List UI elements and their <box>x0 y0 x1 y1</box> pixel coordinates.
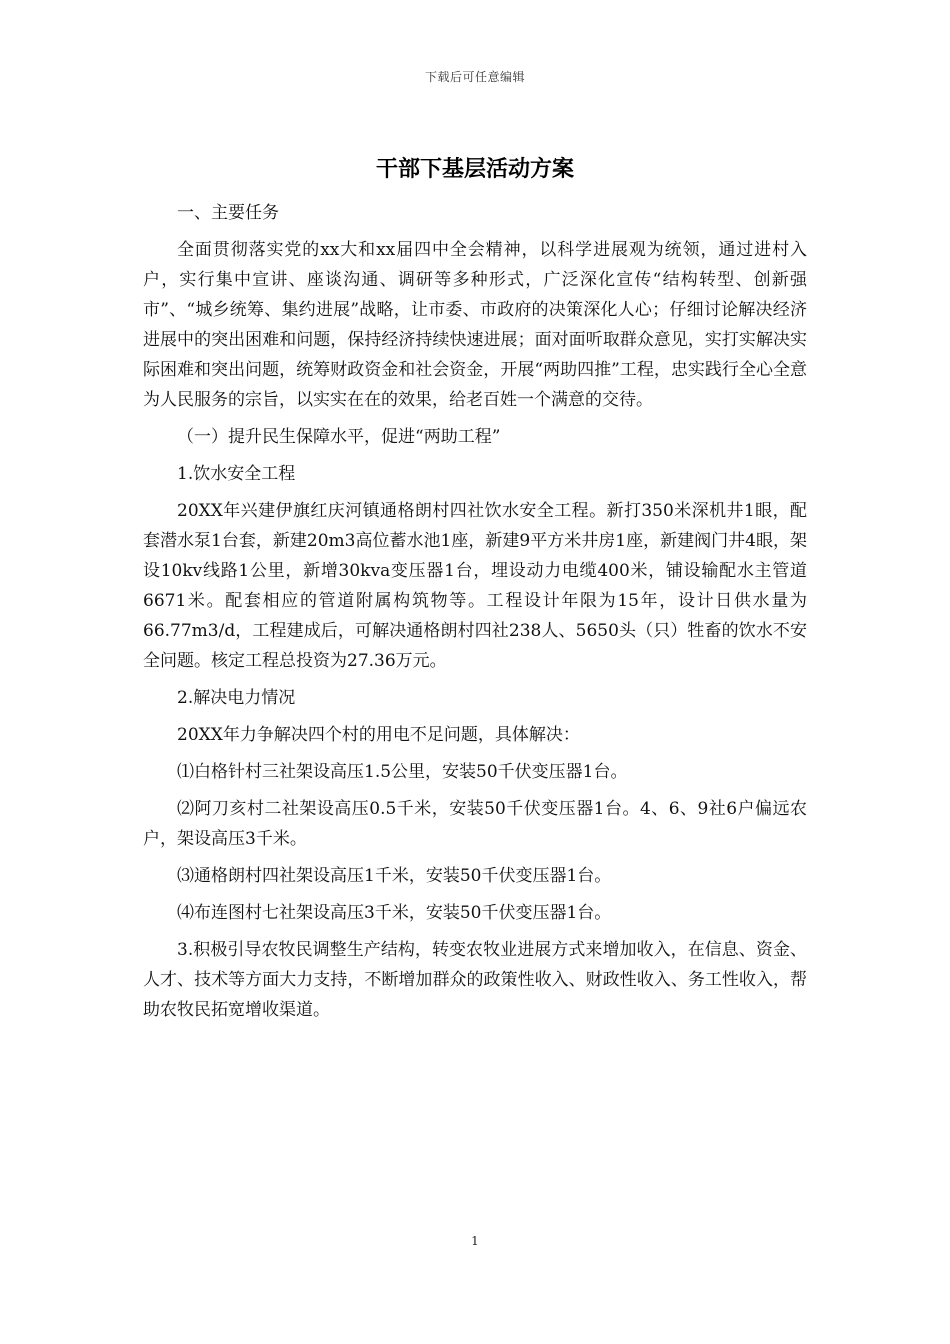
page-number: 1 <box>471 1234 479 1248</box>
item-heading-electricity: 2.解决电力情况 <box>177 688 296 708</box>
paragraph-electricity-intro: 20XX年力争解决四个村的用电不足问题，具体解决： <box>177 725 580 745</box>
section-heading-main-tasks: 一、主要任务 <box>177 203 279 223</box>
document-body <box>143 198 807 1032</box>
list-item-electricity-2: ⑵阿刀亥村二社架设高压0.5千米，安装50千伏变压器1台。4、6、9社6户偏远农户，架设高压3千米。 <box>143 799 807 849</box>
list-item-electricity-4: ⑷布连图村七社架设高压3千米，安装50千伏变压器1台。 <box>177 903 612 923</box>
paragraph-income-guidance: 3.积极引导农牧民调整生产结构，转变农牧业进展方式来增加收入，在信息、资金、人才、技术等方面大力支持，不断增加群众的政策性收入、财政性收入、务工性收入，帮助农牧民拓宽增收渠道。 <box>143 940 807 1020</box>
paragraph-water-project: 20XX年兴建伊旗红庆河镇通格朗村四社饮水安全工程。新打350米深机井1眼，配套潜水泵1台套，新建20m3高位蓄水池1座，新建9平方米井房1座，新建阀门井4眼，架设10kv线路1公里，新增30kva变压器1台，埋设动力电缆400米，铺设输配水主管道6671米。配套相应的管道附属构筑物等。工程设计年限为15年，设计日供水量为66.77m3/d，工程建成后，可解决通格朗村四社238人、5650头（只）牲畜的饮水不安全问题。核定工程总投资为27.36万元。 <box>143 501 807 671</box>
paragraph-overview: 全面贯彻落实党的xx大和xx届四中全会精神，以科学进展观为统领，通过进村入户，实行集中宣讲、座谈沟通、调研等多种形式，广泛深化宣传“结构转型、创新强市”、“城乡统筹、集约进展”战略，让市委、市政府的决策深化人心；仔细讨论解决经济进展中的突出困难和问题，保持经济持续快速进展；面对面听取群众意见，实打实解决实际困难和突出问题，统筹财政资金和社会资金，开展“两助四推”工程，忠实践行全心全意为人民服务的宗旨，以实实在在的效果，给老百姓一个满意的交待。 <box>143 240 807 410</box>
list-item-electricity-1: ⑴白格针村三社架设高压1.5公里，安装50千伏变压器1台。 <box>177 762 628 782</box>
document-title: 干部下基层活动方案 <box>375 156 574 182</box>
subsection-heading-livelihood: （一）提升民生保障水平，促进“两助工程” <box>177 427 501 447</box>
item-heading-water-safety: 1.饮水安全工程 <box>177 464 296 484</box>
page-header: 下载后可任意编辑 <box>424 70 525 84</box>
list-item-electricity-3: ⑶通格朗村四社架设高压1千米，安装50千伏变压器1台。 <box>177 866 612 886</box>
